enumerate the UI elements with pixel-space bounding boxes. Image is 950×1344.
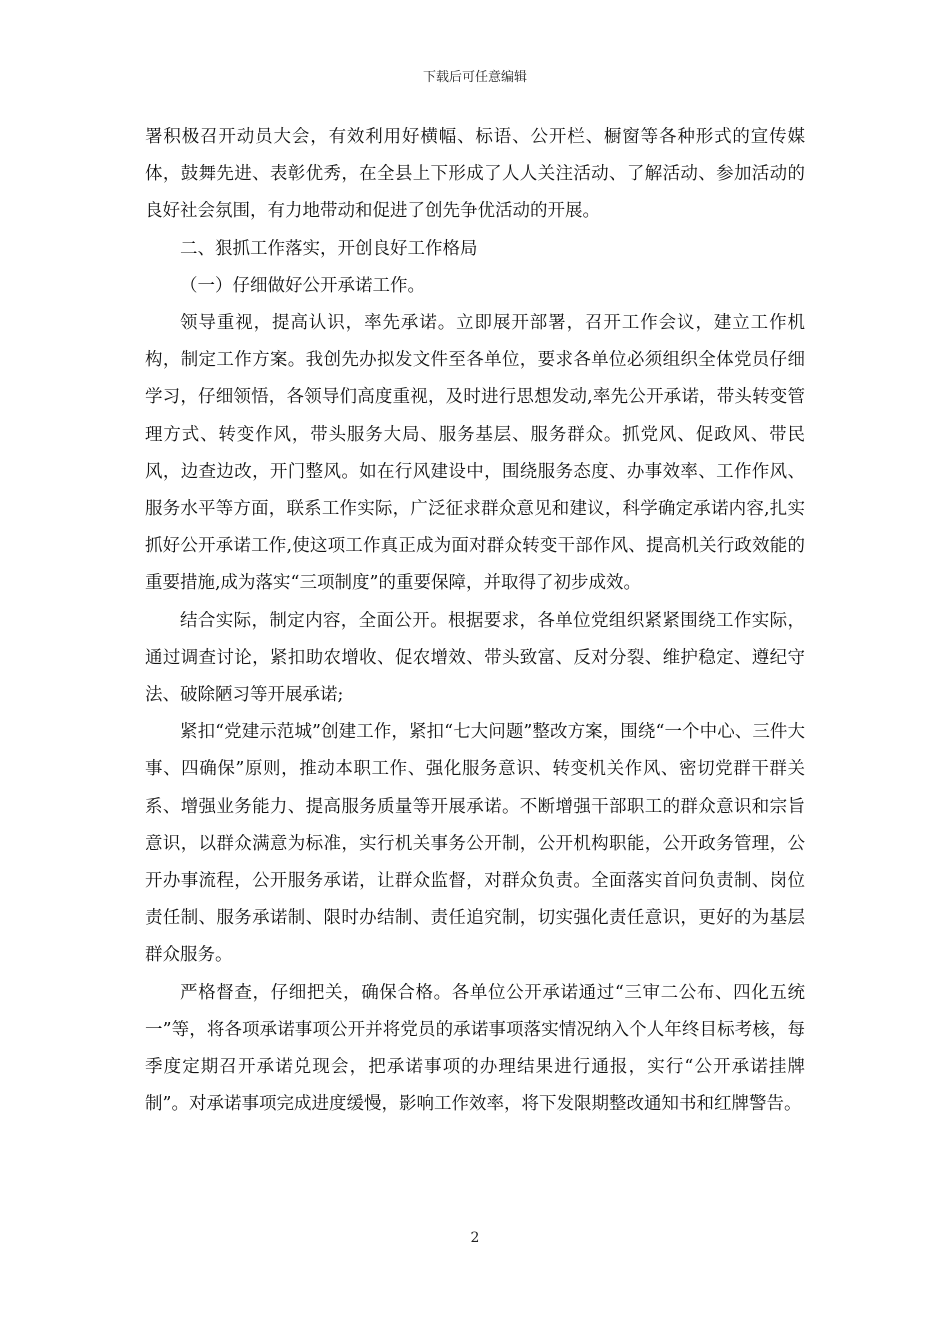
page-header: 下载后可任意编辑 bbox=[422, 70, 527, 85]
subsection-heading: （一）仔细做好公开承诺工作。 bbox=[180, 275, 425, 296]
document-body bbox=[145, 119, 805, 1123]
paragraph: 领导重视，提高认识，率先承诺。立即展开部署，召开工作会议，建立工作机构，制定工作方案。我创先办拟发文件至各单位，要求各单位必须组织全体党员仔细学习，仔细领悟，各领导们高度重视，及时进行思想发动,率先公开承诺，带头转变管理方式、转变作风，带头服务大局、服务基层、服务群众。抓党风、促政风、带民风，边查边改，开门整风。如在行风建设中，围绕服务态度、办事效率、工作作风、服务水平等方面，联系工作实际，广泛征求群众意见和建议，科学确定承诺内容,扎实抓好公开承诺工作,使这项工作真正成为面对群众转变干部作风、提高机关行政效能的重要措施,成为落实“三项制度”的重要保障，并取得了初步成效。 bbox=[145, 313, 805, 594]
page-number: 2 bbox=[470, 1230, 480, 1246]
section-heading: 二、狠抓工作落实，开创良好工作格局 bbox=[180, 238, 478, 259]
paragraph: 结合实际，制定内容，全面公开。根据要求，各单位党组织紧紧围绕工作实际，通过调查讨论，紧扣助农增收、促农增效、带头致富、反对分裂、维护稳定、遵纪守法、破除陋习等开展承诺; bbox=[145, 610, 805, 706]
paragraph: 署积极召开动员大会，有效利用好横幅、标语、公开栏、橱窗等各种形式的宣传媒体，鼓舞先进、表彰优秀，在全县上下形成了人人关注活动、了解活动、参加活动的良好社会氛围，有力地带动和促进了创先争优活动的开展。 bbox=[145, 127, 805, 222]
paragraph: 紧扣“党建示范城”创建工作，紧扣“七大问题”整改方案，围绕“一个中心、三件大事、四确保”原则，推动本职工作、强化服务意识、转变机关作风、密切党群干群关系、增强业务能力、提高服务质量等开展承诺。不断增强干部职工的群众意识和宗旨意识，以群众满意为标准，实行机关事务公开制，公开机构职能，公开政务管理，公开办事流程，公开服务承诺，让群众监督，对群众负责。全面落实首问负责制、岗位责任制、服务承诺制、限时办结制、责任追究制，切实强化责任意识，更好的为基层群众服务。 bbox=[145, 722, 805, 966]
paragraph: 严格督查，仔细把关，确保合格。各单位公开承诺通过“三审二公布、四化五统一”等，将各项承诺事项公开并将党员的承诺事项落实情况纳入个人年终目标考核，每季度定期召开承诺兑现会，把承诺事项的办理结果进行通报，实行“公开承诺挂牌制”。对承诺事项完成进度缓慢，影响工作效率，将下发限期整改通知书和红牌警告。 bbox=[145, 982, 805, 1115]
